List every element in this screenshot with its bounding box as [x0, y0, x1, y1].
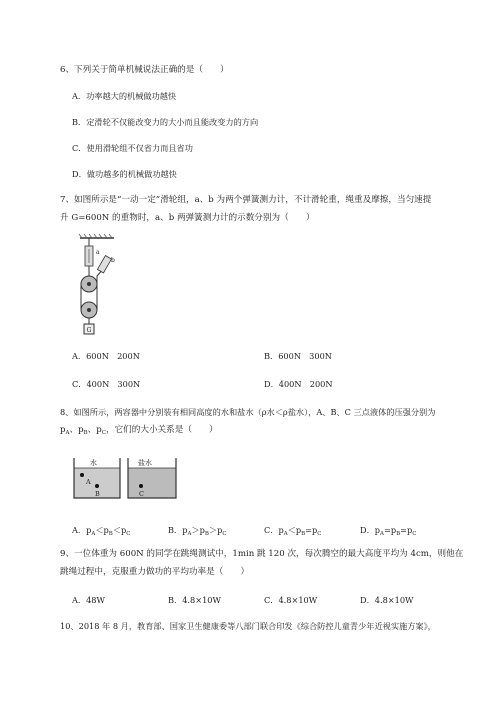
- q6-stem: 6、下列关于简单机械说法正确的是（ ）: [60, 65, 229, 75]
- q8-option-b[interactable]: B．$p_A>p_B>p_C$: [168, 525, 227, 537]
- q7-option-d[interactable]: D．400N 200N: [264, 379, 333, 389]
- point-a-label: A: [86, 478, 91, 486]
- q7-stem-line2: 升 G=600N 的重物时，a、b 两弹簧测力计的示数分别为（ ）: [60, 213, 315, 223]
- q8-option-c[interactable]: C．$p_A<p_B=p_C$: [264, 525, 322, 537]
- q7-option-b[interactable]: B．600N 300N: [264, 351, 332, 361]
- q8-option-a[interactable]: A．$p_A<p_B<p_C$: [72, 525, 131, 537]
- q7-stem-line1: 7、如图所示是“一动一定”滑轮组，a、b 为两个弹簧测力计，不计滑轮重，绳重及摩擦，当匀速提: [60, 195, 432, 205]
- q7-option-a[interactable]: A．600N 200N: [72, 351, 140, 361]
- q8-stem-line2: $p_A$、$p_B$、$p_C$，它们的大小关系是（ ）: [60, 425, 218, 436]
- q6-option-a[interactable]: A．功率越大的机械做功越快: [72, 91, 177, 101]
- q9-option-b[interactable]: B．4.8×10W: [168, 595, 221, 605]
- q9-option-c[interactable]: C．4.8×10W: [264, 595, 318, 605]
- q7-option-c[interactable]: C．400N 300N: [72, 379, 141, 389]
- q9-stem-line2: 跳绳过程中，克服重力做功的平均功率是（ ）: [60, 567, 250, 577]
- label-b: b: [111, 257, 115, 264]
- label-g: G: [86, 327, 92, 334]
- pulley-figure: [70, 232, 130, 336]
- q9-option-a[interactable]: A．48W: [72, 595, 105, 605]
- salt-water-label: 盐水: [138, 459, 152, 467]
- water-label: 水: [90, 459, 97, 467]
- label-a: a: [96, 249, 100, 256]
- q9-stem-line1: 9、一位体重为 600N 的同学在跳绳测试中，1min 跳 120 次，每次腾空的最大高度平均为 4cm，则他在: [60, 549, 464, 559]
- q10-stem-line1: 10、2018 年 8 月，教育部、国家卫生健康委等八部门联合印发《综合防控儿童青少年近视实施方案》，: [60, 621, 436, 631]
- q9-option-d[interactable]: D．4.8×10W: [360, 595, 414, 605]
- point-b-label: B: [95, 490, 100, 498]
- q8-option-d[interactable]: D．$p_A=p_B=p_C$: [360, 525, 417, 537]
- containers-figure: [72, 454, 180, 500]
- q6-option-c[interactable]: C．使用滑轮组不仅省力而且省功: [72, 143, 193, 153]
- q6-option-b[interactable]: B．定滑轮不仅能改变力的大小而且能改变力的方向: [72, 117, 259, 127]
- q8-stem-line1: 8、如图所示，两容器中分别装有相同高度的水和盐水（ρ水＜ρ盐水），A、B、C 三点液体的压强分别为: [60, 407, 436, 417]
- q6-option-d[interactable]: D．做功越多的机械做功越快: [72, 169, 177, 179]
- point-c-label: C: [139, 490, 144, 498]
